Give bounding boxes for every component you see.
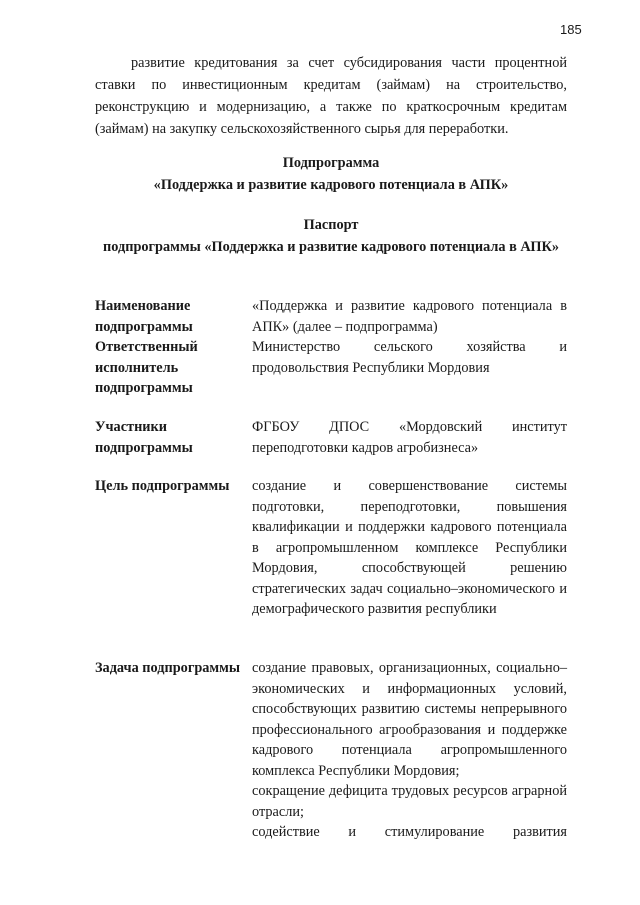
row-value [252, 337, 567, 378]
row-value [252, 658, 567, 843]
row-value-paragraph: сокращение дефицита трудовых ресурсов аграрной отрасли; [252, 783, 567, 820]
row-label: Наименование подпрограммы [95, 298, 193, 335]
intro-paragraph: развитие кредитования за счет субсидирования части процентной ставки по инвестиционным кредитам (займам) на строительство, реконструкцию и модернизацию, а также по краткосрочным кредитам (займам) на закупку сельскохозяйственного сырья для переработки. [95, 55, 567, 137]
row-value-paragraph: создание правовых, организационных, социально–экономических и информационных условий, способствующих развитию системы непрерывного профессионального агрообразования и поддержке кадрового потенциала агропромышленного комплекса Республики Мордовия; [252, 660, 567, 779]
page-number: 185 [560, 22, 582, 37]
row-value-paragraph: «Поддержка и развитие кадрового потенциала в АПК» (далее – подпрограмма) [252, 298, 567, 335]
passport-heading-line1: Паспорт [303, 217, 359, 233]
passport-heading [95, 214, 567, 258]
row-value-paragraph: Министерство сельского хозяйства и продовольствия Республики Мордовия [252, 339, 567, 376]
subprogram-heading [95, 152, 567, 196]
row-label: Участники подпрограммы [95, 419, 193, 456]
passport-heading-line2: подпрограммы «Поддержка и развитие кадрового потенциала в АПК» [103, 239, 559, 255]
row-value [252, 417, 567, 458]
subprogram-heading-line1: Подпрограмма [282, 155, 380, 171]
row-value [252, 476, 567, 620]
row-label: Задача подпрограммы [95, 660, 241, 676]
row-label: Цель подпрограммы [95, 478, 230, 494]
row-label: Ответственный исполнитель подпрограммы [95, 339, 198, 396]
row-value-paragraph: ФГБОУ ДПОС «Мордовский институт переподготовки кадров агробизнеса» [252, 419, 567, 456]
row-value-paragraph: содействие и стимулирование развития [252, 824, 567, 840]
row-value [252, 296, 567, 337]
row-value-paragraph: создание и совершенствование системы подготовки, переподготовки, повышения квалификации и поддержки кадрового потенциала в агропромышленном комплексе Республики Мордовия, способствующей решению стратегических задач социально–экономического и демографического развития республики [252, 478, 567, 617]
subprogram-heading-line2: «Поддержка и развитие кадрового потенциала в АПК» [153, 177, 509, 193]
